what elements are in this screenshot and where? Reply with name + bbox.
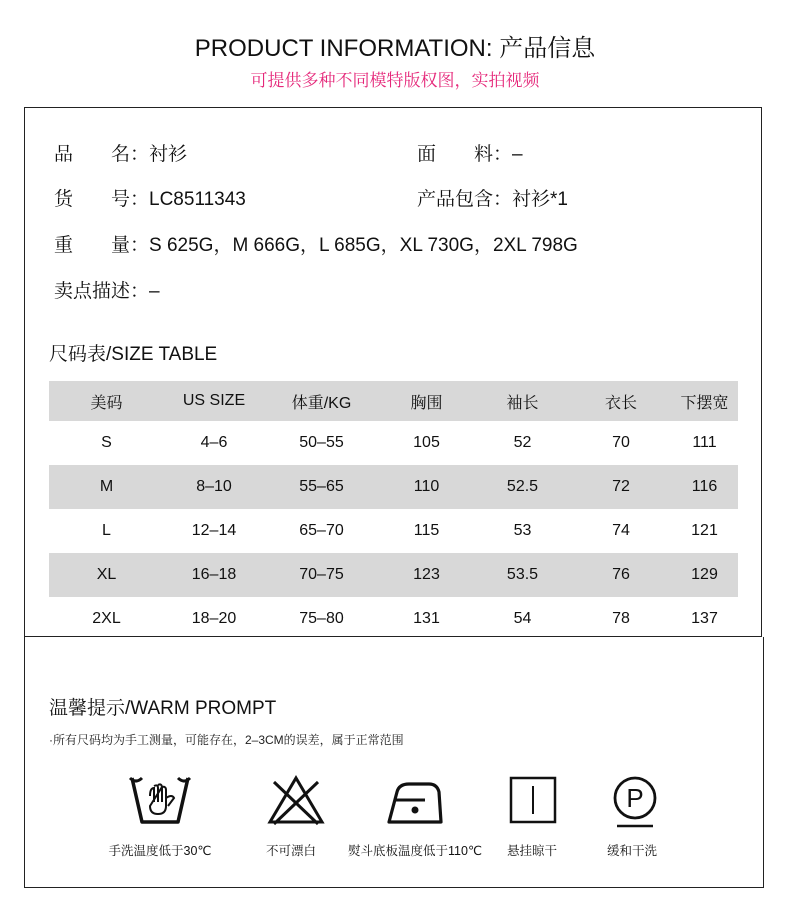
table-cell: 123: [413, 566, 440, 583]
care-label: 手洗温度低于30℃: [108, 844, 212, 858]
info-fabric-label: 面 料：: [417, 144, 513, 165]
info-contents-label: 产品包含：: [417, 189, 513, 210]
table-cell: 129: [691, 566, 718, 583]
table-cell: 4–6: [200, 434, 228, 451]
table-cell: 18–20: [191, 610, 237, 627]
table-cell: 2XL: [92, 610, 121, 627]
info-selling-value: –: [149, 281, 160, 302]
info-fabric-value: –: [512, 144, 523, 165]
size-col-header: 下摆宽: [680, 394, 729, 412]
table-cell: 53: [513, 522, 532, 539]
info-name-label: 品 名：: [54, 144, 150, 165]
care-label: 不可漂白: [265, 844, 317, 858]
table-cell: 65–70: [299, 522, 344, 539]
dry-clean-p-icon: [575, 772, 695, 832]
info-weight-label: 重 量：: [54, 235, 150, 256]
info-weight-value: S 625G，M 666G，L 685G，XL 730G，2XL 798G: [149, 235, 578, 256]
table-cell: 121: [691, 522, 718, 539]
info-weight-row: [54, 230, 578, 257]
size-table-header-row: [49, 381, 738, 421]
table-cell: 110: [413, 478, 440, 495]
table-cell: 70: [612, 434, 630, 451]
table-cell: 78: [612, 610, 630, 627]
table-cell: 137: [691, 610, 718, 627]
table-cell: 75–80: [299, 610, 344, 627]
size-col-header: 胸围: [410, 394, 443, 412]
table-cell: 74: [612, 522, 630, 539]
table-row: [49, 421, 738, 465]
table-cell: 52.5: [506, 478, 539, 495]
table-cell: 105: [413, 434, 440, 451]
info-sku-value: LC8511343: [149, 189, 246, 210]
table-cell: 111: [692, 434, 717, 451]
table-cell: 72: [612, 478, 630, 495]
info-selling-row: [54, 276, 160, 303]
svg-text:P: P: [626, 783, 644, 813]
hand-wash-icon: [100, 772, 220, 828]
table-cell: S: [101, 434, 112, 451]
table-cell: 55–65: [299, 478, 344, 495]
table-cell: 116: [691, 478, 718, 495]
table-cell: 53.5: [506, 566, 539, 583]
size-col-header: 袖长: [506, 394, 539, 412]
table-row: [49, 465, 738, 509]
table-cell: L: [102, 522, 111, 539]
info-name-value: 衬衫: [149, 144, 188, 165]
page-title: PRODUCT INFORMATION: 产品信息: [194, 35, 596, 62]
table-cell: 115: [413, 522, 440, 539]
table-cell: XL: [96, 566, 117, 583]
size-col-header: 美码: [90, 394, 123, 412]
table-row: [49, 509, 738, 553]
iron-icon: [355, 772, 475, 828]
do-not-bleach-icon: [236, 772, 356, 828]
size-table: [49, 381, 738, 641]
table-cell: 16–18: [191, 566, 237, 583]
table-cell: 52: [513, 434, 532, 451]
info-name-row: [54, 139, 187, 166]
table-cell: 12–14: [191, 522, 237, 539]
info-contents-value: 衬衫*1: [512, 189, 568, 210]
size-col-header: 衣长: [604, 394, 637, 412]
table-cell: 70–75: [299, 566, 344, 583]
page-subtitle: 可提供多种不同模特版权图，实拍视频: [250, 71, 540, 90]
table-cell: 50–55: [299, 434, 344, 451]
size-col-header: 体重/KG: [291, 394, 352, 412]
table-cell: 54: [513, 610, 532, 627]
care-label: 熨斗底板温度低于110℃: [348, 844, 482, 858]
care-label: 缓和干洗: [606, 844, 658, 858]
table-cell: 76: [612, 566, 630, 583]
size-table-title: 尺码表/SIZE TABLE: [49, 344, 218, 365]
warm-prompt-title: 温馨提示/WARM PROMPT: [49, 698, 277, 719]
info-selling-label: 卖点描述：: [54, 281, 150, 302]
table-cell: 8–10: [196, 478, 232, 495]
warm-prompt-note: ·所有尺码均为手工测量，可能存在，2–3CM的误差，属于正常范围: [49, 733, 404, 747]
table-cell: 131: [413, 610, 440, 627]
info-fabric-row: [417, 139, 523, 166]
table-cell: M: [99, 478, 114, 495]
table-row: [49, 597, 738, 641]
table-row: [49, 553, 738, 597]
care-label: 悬挂晾干: [506, 844, 558, 858]
info-sku-label: 货 号：: [54, 189, 150, 210]
info-sku-row: [54, 184, 246, 211]
size-col-header: US SIZE: [182, 392, 246, 409]
info-contents-row: [417, 184, 568, 211]
